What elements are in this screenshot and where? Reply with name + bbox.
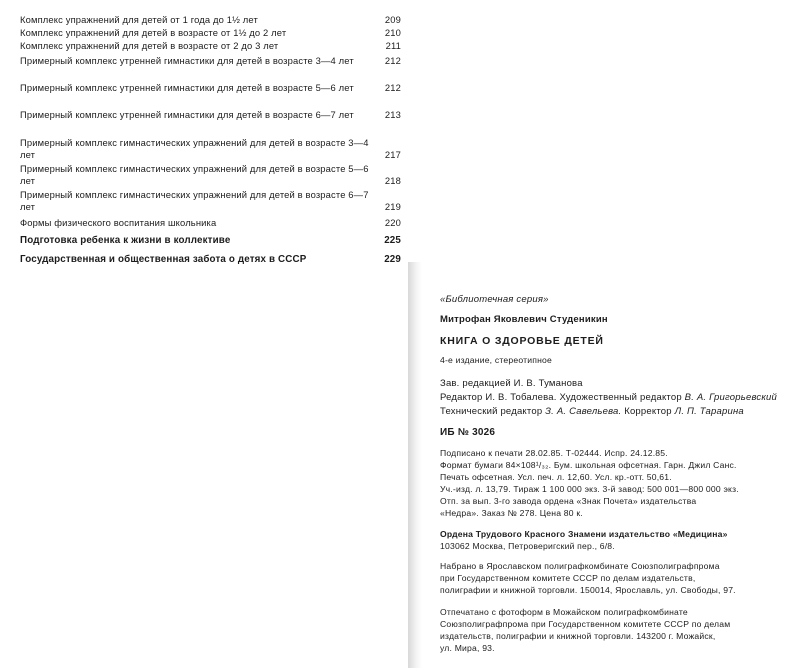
toc-entry-title: Комплекс упражнений для детей в возрасте от 1½ до 2 лет <box>20 27 287 38</box>
toc-entry-title: Комплекс упражнений для детей от 1 года до 1½ лет <box>20 14 258 25</box>
toc-entry-page: 212 <box>384 82 401 93</box>
toc-entry-title: Примерный комплекс гимнастических упражнений для детей в возрасте 6—7 лет <box>20 189 369 212</box>
toc-entry-title: Государственная и общественная забота о детях в СССР <box>20 254 307 265</box>
toc-entry[interactable] <box>20 254 405 266</box>
edition: 4-е издание, стереотипное <box>440 355 553 365</box>
editor-name: И. В. Тобалева. <box>485 392 557 403</box>
book-title: КНИГА О ЗДОРОВЬЕ ДЕТЕЙ <box>440 335 604 347</box>
toc-entry[interactable] <box>20 189 405 212</box>
typeset-line-1: Набрано в Ярославском полиграфкомбинате Союзполиграфпрома <box>440 561 720 571</box>
isbn: ИБ № 3026 <box>440 427 496 438</box>
toc-entry[interactable] <box>20 27 405 39</box>
toc-entry-page: 219 <box>384 200 401 212</box>
toc-entry[interactable] <box>20 82 405 94</box>
toc-entry-page: 210 <box>384 27 401 38</box>
art-editor-label: Художественный редактор <box>559 392 682 403</box>
toc-entry[interactable] <box>20 217 405 229</box>
head-editor-label: Зав. редакцией <box>440 378 511 389</box>
editor-label: Редактор <box>440 392 483 403</box>
series-name: «Библиотечная серия» <box>440 294 549 305</box>
toc-entry-page: 225 <box>384 235 401 246</box>
toc-entry-page: 209 <box>384 14 401 25</box>
printed-line-2: Союзполиграфпрома при Государственном комитете СССР по делам <box>440 619 731 629</box>
toc-page <box>0 0 430 300</box>
colophon-page <box>410 285 800 668</box>
print-line-5: Отп. за вып. 3-го завода ордена «Знак Почета» издательства <box>440 496 697 506</box>
toc-entry-title: Примерный комплекс утренней гимнастики для детей в возрасте 6—7 лет <box>20 109 354 120</box>
toc-entry-page: 217 <box>384 148 401 160</box>
author-name: Митрофан Яковлевич Студеникин <box>440 314 608 325</box>
toc-entry-title: Примерный комплекс утренней гимнастики для детей в возрасте 5—6 лет <box>20 82 354 93</box>
toc-entry[interactable] <box>20 55 405 67</box>
head-editor-line <box>440 378 583 389</box>
toc-entry-title: Примерный комплекс гимнастических упражнений для детей в возрасте 3—4 лет <box>20 137 369 160</box>
head-editor-name: И. В. Туманова <box>513 378 583 389</box>
printed-line-3: издательств, полиграфии и книжной торговли. 143200 г. Можайск, <box>440 631 716 641</box>
toc-entry-page: 213 <box>384 109 401 120</box>
toc-entry-page: 220 <box>384 217 401 228</box>
toc-entry-page: 212 <box>384 55 401 66</box>
print-line-3: Печать офсетная. Усл. печ. л. 12,60. Усл. кр.-отт. 50,61. <box>440 472 672 482</box>
typeset-line-3: полиграфии и книжной торговли. 150014, Ярославль, ул. Свободы, 97. <box>440 585 736 595</box>
toc-entry[interactable] <box>20 40 405 52</box>
toc-entry-title: Формы физического воспитания школьника <box>20 217 217 228</box>
proof-label: Корректор <box>624 406 672 417</box>
printed-line-1: Отпечатано с фотоформ в Можайском полиграфкомбинате <box>440 607 688 617</box>
toc-entry-title: Примерный комплекс гимнастических упражнений для детей в возрасте 5—6 лет <box>20 163 369 186</box>
toc-entry-page: 229 <box>384 254 401 265</box>
toc-entry[interactable] <box>20 109 405 121</box>
print-line-4: Уч.-изд. л. 13,79. Тираж 1 100 000 экз. 3-й завод: 500 001—800 000 экз. <box>440 484 739 494</box>
proof-name: Л. П. Тарарина <box>674 406 744 417</box>
toc-entry-title: Комплекс упражнений для детей в возрасте от 2 до 3 лет <box>20 40 279 51</box>
tech-editor-label: Технический редактор <box>440 406 543 417</box>
toc-entry-page: 218 <box>384 174 401 186</box>
print-line-2: Формат бумаги 84×108¹/₃₂. Бум. школьная офсетная. Гарн. Джил Санс. <box>440 460 737 470</box>
tech-editor-name: З. А. Савельева. <box>545 406 622 417</box>
toc-entry-page: 211 <box>385 40 401 51</box>
toc-entry[interactable] <box>20 235 405 247</box>
toc-entry[interactable] <box>20 163 405 186</box>
toc-entry[interactable] <box>20 14 405 26</box>
toc-entry-title: Примерный комплекс утренней гимнастики для детей в возрасте 3—4 лет <box>20 55 354 66</box>
publisher-line-2: 103062 Москва, Петроверигский пер., 6/8. <box>440 541 615 551</box>
typeset-line-2: при Государственном комитете СССР по делам издательств, <box>440 573 696 583</box>
print-line-1: Подписано к печати 28.02.85. Т-02444. Испр. 24.12.85. <box>440 448 668 458</box>
tech-editor-line <box>440 406 744 417</box>
publisher-line-1: Ордена Трудового Красного Знамени издательство «Медицина» <box>440 529 728 539</box>
toc-entry[interactable] <box>20 137 405 160</box>
editor-line <box>440 392 777 403</box>
printed-line-4: ул. Мира, 93. <box>440 643 495 653</box>
print-line-6: «Недра». Заказ № 278. Цена 80 к. <box>440 508 583 518</box>
toc-entry-title: Подготовка ребенка к жизни в коллективе <box>20 235 231 246</box>
art-editor-name: В. А. Григорьевский <box>684 392 777 403</box>
